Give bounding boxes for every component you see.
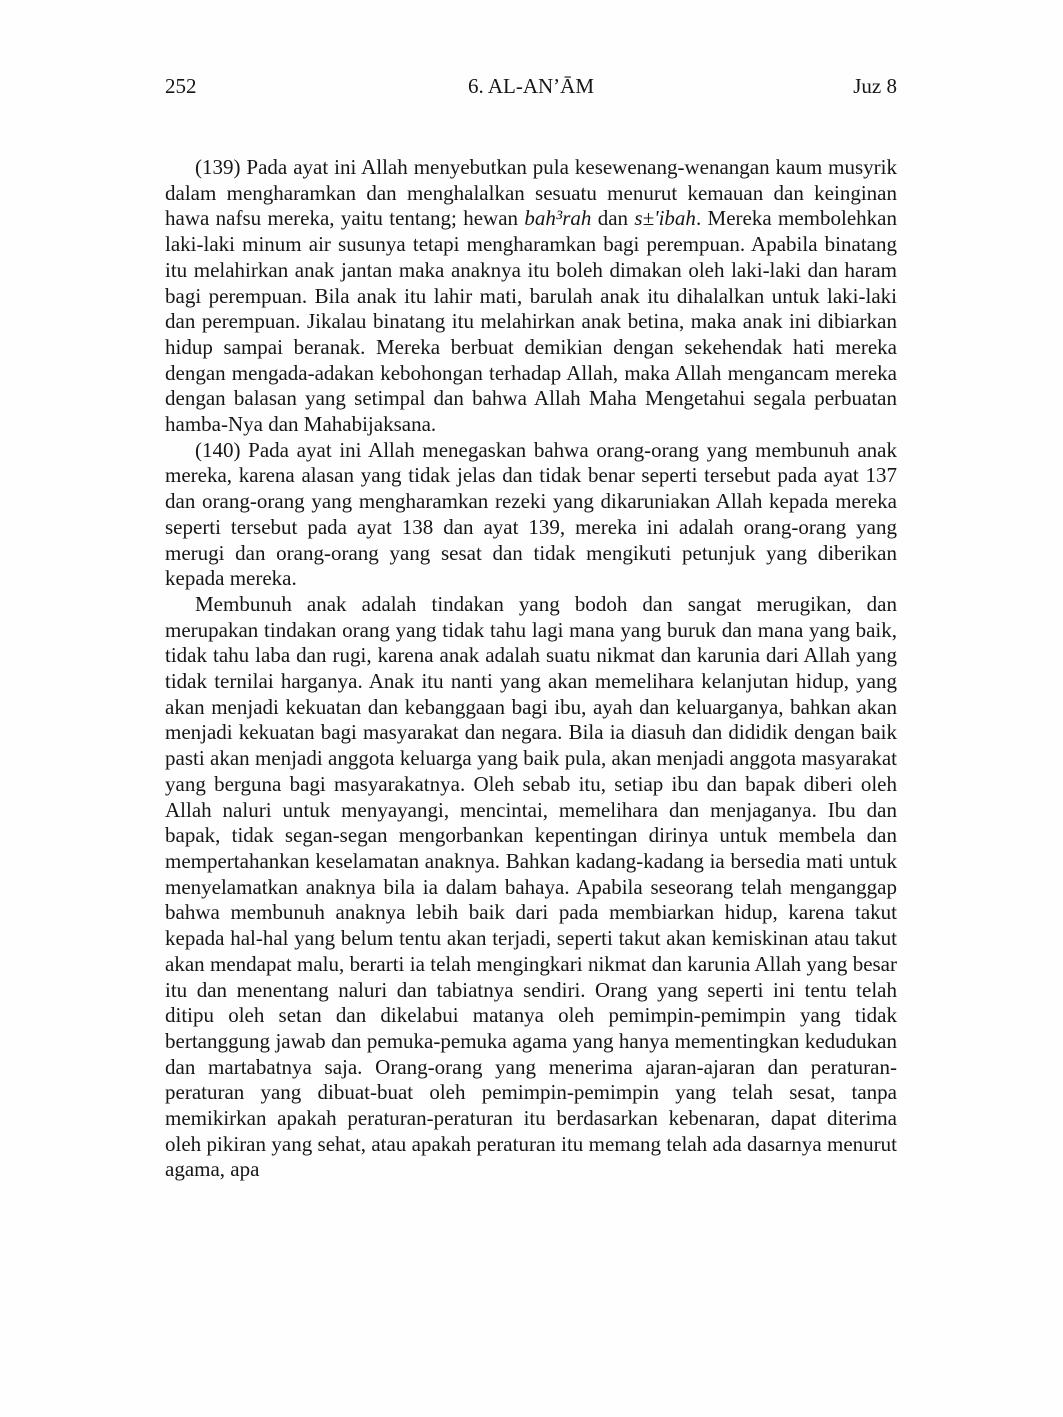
paragraph (165, 155, 897, 438)
running-header (165, 74, 897, 102)
surah-title: 6. AL-AN’ĀM (468, 74, 594, 98)
paragraph-text: Membunuh anak adalah tindakan yang bodoh dan sangat merugikan, dan merupakan tindakan orang yang tidak tahu lagi mana yang buruk dan mana yang baik, tidak tahu laba dan rugi, karena anak adalah suatu nikmat dan karunia dari Allah yang tidak ternilai harganya. Anak itu nanti yang akan memelihara kelanjutan hidup, yang akan menjadi kekuatan dan kebanggaan bagi ibu, ayah dan keluarganya, bahkan akan menjadi kekuatan bagi masyarakat dan negara. Bila ia diasuh dan dididik dengan baik pasti akan menjadi anggota keluarga yang baik pula, akan menjadi anggota masyarakat yang berguna bagi masyarakatnya. Oleh sebab itu, setiap ibu dan bapak diberi oleh Allah naluri untuk menyayangi, mencintai, memelihara dan menjaganya. Ibu dan bapak, tidak segan-segan mengorbankan kepentingan dirinya untuk membela dan mempertahankan keselamatan anaknya. Bahkan kadang-kadang ia bersedia mati untuk menyelamatkan anaknya bila ia dalam bahaya. Apabila seseorang telah menganggap bahwa membunuh anaknya lebih baik dari pada membiarkan hidup, karena takut kepada hal-hal yang belum tentu akan terjadi, seperti takut akan kemiskinan atau takut akan mendapat malu, berarti ia telah mengingkari nikmat dan karunia Allah yang besar itu dan menentang naluri dan tabiatnya sendiri. Orang yang seperti ini tentu telah ditipu oleh setan dan dikelabui matanya oleh pemimpin-pemimpin yang tidak bertanggung jawab dan pemuka-pemuka agama yang hanya mementingkan kedudukan dan martabatnya saja. Orang-orang yang menerima ajaran-ajaran dan peraturan-peraturan yang dibuat-buat oleh pemimpin-pemimpin yang telah sesat, tanpa memikirkan apakah peraturan-peraturan itu berdasarkan kebenaran, dapat diterima oleh pikiran yang sehat, atau apakah peraturan itu memang telah ada dasarnya menurut agama, apa (165, 591, 897, 1182)
paragraph-text: (140) Pada ayat ini Allah menegaskan bahwa orang-orang yang membunuh anak mereka, karena alasan yang tidak jelas dan tidak benar seperti tersebut pada ayat 137 dan orang-orang yang mengharamkan rezeki yang dikaruniakan Allah kepada mereka seperti tersebut pada ayat 138 dan ayat 139, mereka ini adalah orang-orang yang merugi dan orang-orang yang sesat dan tidak mengikuti petunjuk yang diberikan kepada mereka. (165, 437, 897, 591)
paragraph-text: dan (591, 206, 635, 231)
body-paragraphs (165, 155, 897, 1183)
paragraph-text: . Mereka membolehkan laki-laki minum air susunya tetapi mengharamkan bagi perempuan. Apabila binatang itu melahirkan anak jantan maka anaknya itu boleh dimakan oleh laki-laki dan haram bagi perempuan. Bila anak itu lahir mati, barulah anak itu dihalalkan untuk laki-laki dan perempuan. Jikalau binatang itu melahirkan anak betina, maka anak ini dibiarkan hidup sampai beranak. Mereka berbuat demikian dengan sekehendak hati mereka dengan mengada-adakan kebohongan terhadap Allah, maka Allah mengancam mereka dengan balasan yang setimpal dan bahwa Allah Maha Mengetahui segala perbuatan hamba-Nya dan Mahabijaksana. (165, 206, 897, 437)
paragraph (165, 438, 897, 592)
juz-label: Juz 8 (853, 74, 897, 98)
transliteration-term: bah³rah (524, 206, 592, 231)
paragraph-text: (139) Pada ayat ini Allah menyebutkan pula kesewenang-wenangan kaum musyrik dalam mengharamkan dan menghalalkan sesuatu menurut kemauan dan keinginan hawa nafsu mereka, yaitu tentang; hewan (165, 155, 897, 231)
transliteration-term: s±'ibah (634, 206, 696, 231)
page-number: 252 (165, 74, 197, 98)
paragraph (165, 592, 897, 1183)
